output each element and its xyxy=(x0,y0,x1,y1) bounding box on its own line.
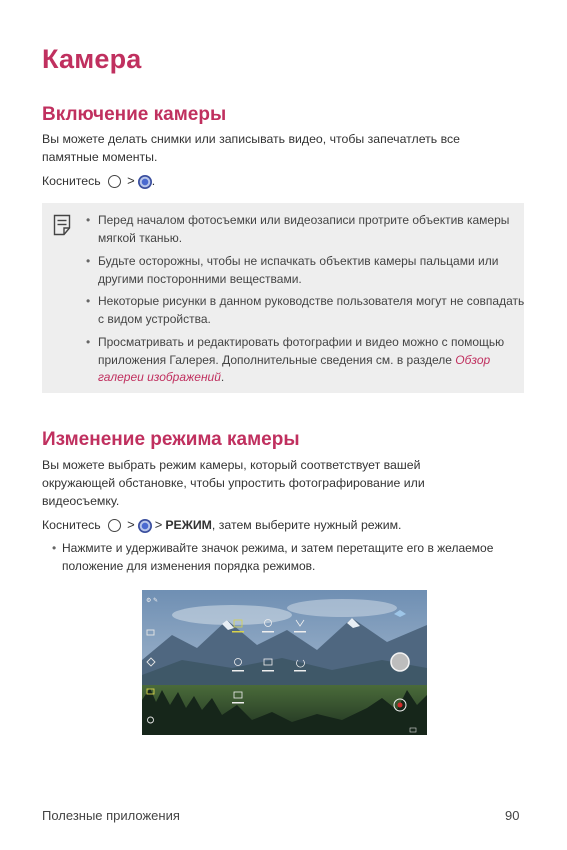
home-button-icon xyxy=(108,175,121,188)
note-item-end: . xyxy=(220,370,225,384)
camera-app-icon xyxy=(138,175,152,189)
note-item-text: Будьте осторожны, чтобы не испачкать объектив камеры пальцами или другими посторонними веществами. xyxy=(98,254,499,286)
section2-bullet xyxy=(52,540,527,575)
home-button-icon xyxy=(108,519,121,532)
section2-bullet-text: Нажмите и удерживайте значок режима, и затем перетащите его в желаемое положение для изменения порядка режимов. xyxy=(62,541,494,573)
page-title: Камера xyxy=(42,44,142,74)
tap-prefix: Коснитесь xyxy=(42,518,101,532)
camera-mode-screenshot xyxy=(142,590,427,735)
section2-tap-line xyxy=(42,516,512,534)
section1-tap-line xyxy=(42,172,342,190)
chevron-right-icon: > xyxy=(127,517,135,532)
note-item-1 xyxy=(86,212,528,247)
bullet: • xyxy=(86,335,91,349)
bullet: • xyxy=(86,213,91,227)
section-heading-enable-camera: Включение камеры xyxy=(42,104,227,125)
note-item-text: Перед началом фотосъемки или видеозаписи протрите объектив камеры мягкой тканью. xyxy=(98,213,510,245)
section-heading-change-mode: Изменение режима камеры xyxy=(42,429,300,450)
footer-section-label: Полезные приложения xyxy=(42,808,180,823)
note-item-text: Просматривать и редактировать фотографии и видео можно с помощью приложения Галерея. Дополнительные сведения см. в разделе xyxy=(98,335,505,367)
tap-prefix: Коснитесь xyxy=(42,174,101,188)
chevron-right-icon: > xyxy=(127,173,135,188)
camera-app-icon xyxy=(138,519,152,533)
page-number: 90 xyxy=(505,808,520,823)
section2-intro: Вы можете выбрать режим камеры, который соответствует вашей окружающей обстановке, чтобы упростить фотографирование или видеосъемку. xyxy=(42,458,425,508)
tap-suffix: . xyxy=(151,174,156,188)
gallery-overview-link[interactable]: Обзор галереи изображений xyxy=(98,352,491,384)
note-item-2 xyxy=(86,253,528,288)
svg-text:⚙ ✎: ⚙ ✎ xyxy=(146,598,159,604)
tap-suffix: , затем выберите нужный режим. xyxy=(211,518,402,532)
note-item-4 xyxy=(86,334,528,387)
section1-intro: Вы можете делать снимки или записывать видео, чтобы запечатлеть все памятные моменты. xyxy=(42,132,460,164)
chevron-right-icon: > xyxy=(154,517,163,532)
mode-label: РЕЖИМ xyxy=(165,518,212,532)
bullet: • xyxy=(86,254,91,268)
bullet: • xyxy=(86,294,91,308)
bullet: • xyxy=(52,541,57,555)
note-item-3 xyxy=(86,293,528,328)
note-icon xyxy=(53,214,71,241)
note-item-text: Некоторые рисунки в данном руководстве пользователя могут не совпадать с видом устройства. xyxy=(98,294,525,326)
